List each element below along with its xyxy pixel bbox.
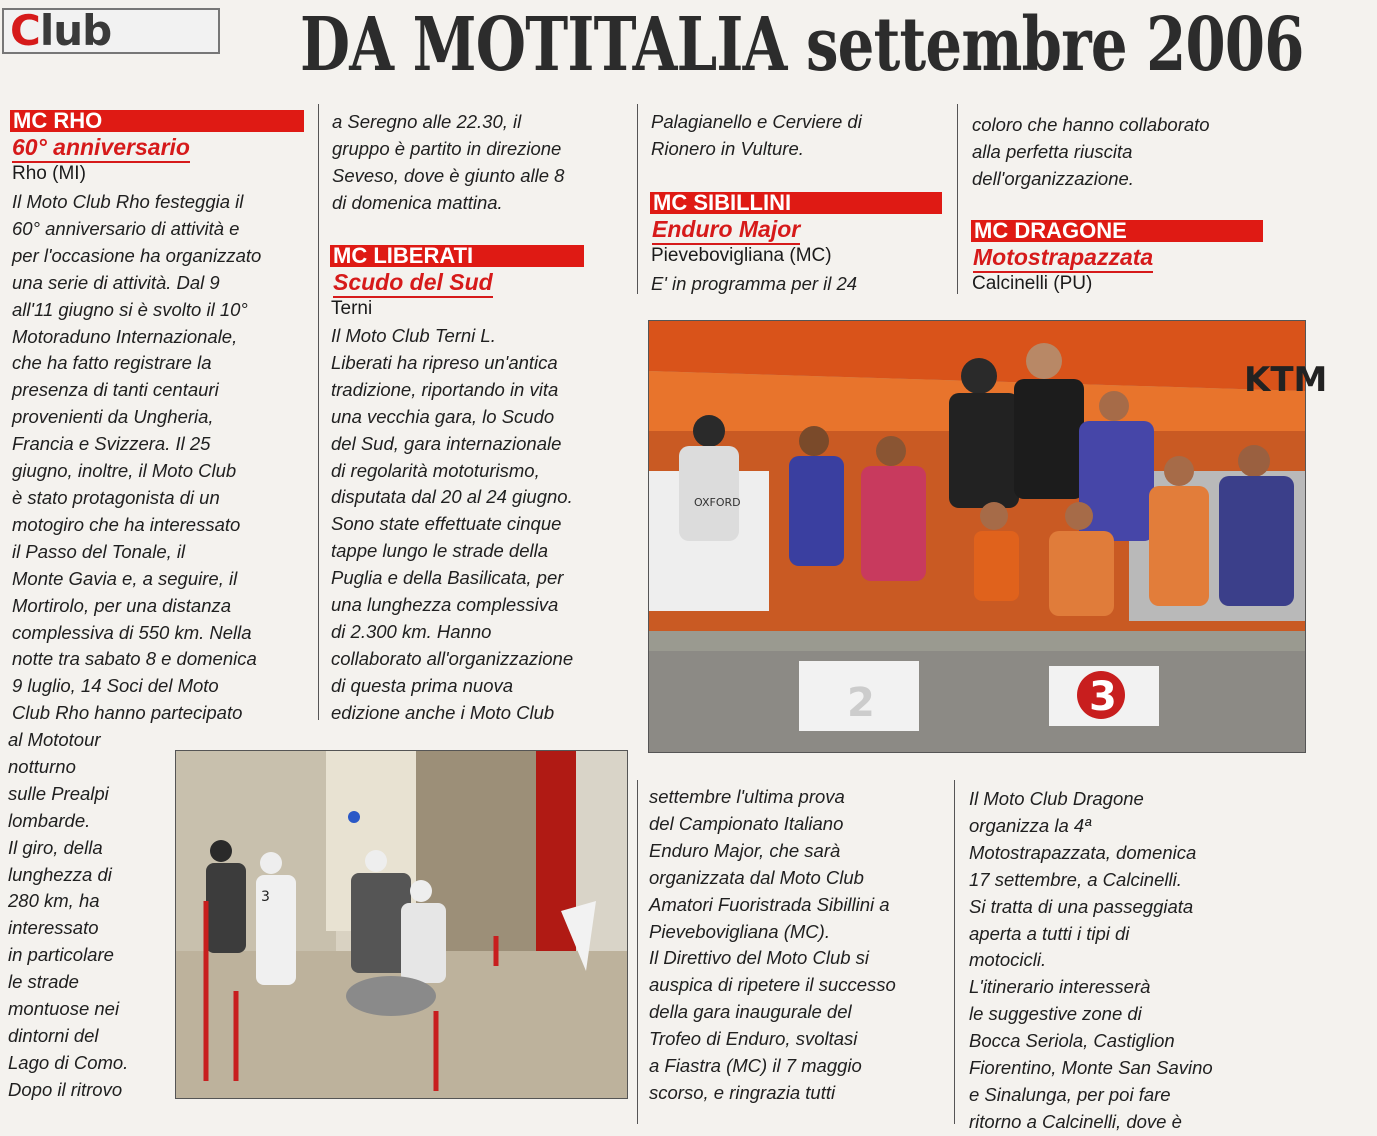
body-line: Mortirolo, per una distanza — [12, 594, 232, 616]
article-body-mc-liberati — [331, 323, 573, 727]
body-line: e Sinalunga, per poi fare — [969, 1083, 1171, 1105]
article-body-mc-dragone — [969, 786, 1213, 1136]
body-line: sulle Prealpi — [8, 782, 109, 804]
article-body-mc-sibillini-intro — [651, 271, 857, 298]
body-line: Il Direttivo del Moto Club si — [649, 947, 870, 969]
street-bib-number: 3 — [261, 889, 270, 905]
body-line: auspica di ripetere il successo — [649, 974, 896, 996]
body-line: motocicli. — [969, 949, 1047, 971]
body-line: di regolarità mototurismo, — [331, 459, 540, 481]
body-line: notte tra sabato 8 e domenica — [12, 648, 257, 670]
section-heading-mc-rho: MC RHO — [10, 110, 304, 132]
body-line: Lago di Como. — [8, 1051, 129, 1073]
club-logo-letter: C — [10, 6, 40, 55]
body-line: al Mototour — [8, 729, 101, 750]
club-logo — [2, 8, 220, 54]
body-line: di questa prima nuova — [331, 674, 514, 696]
body-line: scorso, e ringrazia tutti — [649, 1081, 836, 1103]
body-line: di domenica mattina. — [332, 191, 503, 213]
body-line: a Fiastra (MC) il 7 maggio — [649, 1055, 862, 1077]
body-line: Trofeo di Enduro, svoltasi — [649, 1028, 858, 1050]
podium-banner-text: KTM — [1244, 360, 1328, 400]
body-line: le strade — [8, 971, 79, 993]
body-line: lombarde. — [8, 809, 91, 831]
body-line: che ha fatto registrare la — [12, 352, 212, 374]
section-heading-mc-liberati: MC LIBERATI — [330, 245, 584, 267]
body-line: della gara inaugurale del — [649, 1001, 852, 1023]
body-line: Liberati ha ripreso un'antica — [331, 351, 558, 373]
body-line: edizione anche i Moto Club — [331, 701, 555, 723]
body-line: aperta a tutti i tipi di — [969, 922, 1130, 944]
body-line: Monte Gavia e, a seguire, il — [12, 567, 238, 589]
body-line: Sono state effettuate cinque — [331, 513, 562, 535]
body-line: 60° anniversario di attività e — [12, 217, 240, 239]
article-body-mc-rho-narrow — [8, 727, 128, 1104]
body-line: L'itinerario interesserà — [969, 976, 1151, 998]
body-line: 17 settembre, a Calcinelli. — [969, 868, 1182, 890]
podium-step-3: 3 — [1089, 674, 1117, 720]
body-line: Il Moto Club Rho festeggia il — [12, 191, 244, 212]
body-line: organizza la 4ª — [969, 814, 1092, 836]
body-line: tradizione, riportando in vita — [331, 378, 559, 400]
body-line: Club Rho hanno partecipato — [12, 702, 243, 724]
body-line: di 2.300 km. Hanno — [331, 620, 492, 642]
body-line: montuose nei — [8, 998, 120, 1020]
body-line: del Campionato Italiano — [649, 812, 844, 834]
article-body-continuation — [332, 109, 564, 217]
section-place-mc-liberati: Terni — [331, 298, 373, 319]
body-line: una vecchia gara, lo Scudo — [331, 405, 555, 427]
body-line: Motoraduno Internazionale, — [12, 325, 238, 347]
body-line: dintorni del — [8, 1024, 99, 1046]
body-line: interessato — [8, 917, 99, 939]
body-line: presenza di tanti centauri — [12, 379, 219, 401]
body-line: Si tratta di una passeggiata — [969, 895, 1194, 917]
body-line: Il Moto Club Dragone — [969, 788, 1144, 809]
body-line: Enduro Major, che sarà — [649, 839, 841, 861]
street-photo-illustration — [176, 751, 627, 1098]
body-line: una lunghezza complessiva — [331, 594, 559, 616]
body-line: disputata dal 20 al 24 giugno. — [331, 486, 573, 508]
article-body-continuation-2 — [651, 109, 862, 163]
body-line: Il Moto Club Terni L. — [331, 325, 496, 346]
body-line: gruppo è partito in direzione — [332, 137, 562, 159]
body-line: complessiva di 550 km. Nella — [12, 621, 252, 643]
body-line: Fiorentino, Monte San Savino — [969, 1057, 1213, 1079]
body-line: una serie di attività. Dal 9 — [12, 271, 220, 293]
body-line: 9 luglio, 14 Soci del Moto — [12, 675, 219, 697]
podium-photo-illustration — [649, 321, 1328, 752]
body-line: collaborato all'organizzazione — [331, 647, 574, 669]
body-line: provenienti da Ungheria, — [12, 406, 214, 428]
body-line: Il giro, della — [8, 836, 103, 858]
body-line: per l'occasione ha organizzato — [12, 244, 262, 266]
body-line: giugno, inoltre, il Moto Club — [12, 460, 237, 482]
section-place-mc-rho: Rho (MI) — [12, 163, 86, 184]
body-line: Palagianello e Cerviere di — [651, 111, 862, 132]
body-line: Puglia e della Basilicata, per — [331, 567, 564, 589]
body-line: Seveso, dove è giunto alle 8 — [332, 164, 565, 186]
section-place-mc-sibillini: Pievebovigliana (MC) — [651, 245, 832, 266]
body-line: motogiro che ha interessato — [12, 513, 241, 535]
section-heading-mc-sibillini: MC SIBILLINI — [650, 192, 942, 214]
body-line: notturno — [8, 755, 76, 777]
body-line: lunghezza di — [8, 863, 112, 885]
body-line: alla perfetta riuscita — [972, 140, 1133, 162]
body-line: Pievebovigliana (MC). — [649, 920, 830, 942]
body-line: a Seregno alle 22.30, il — [332, 111, 522, 132]
article-body-continuation-3 — [972, 112, 1210, 193]
podium-photo — [648, 320, 1328, 753]
section-subheading-mc-rho: 60° anniversario — [12, 135, 190, 163]
section-heading-mc-dragone: MC DRAGONE — [971, 220, 1263, 242]
body-line: il Passo del Tonale, il — [12, 540, 186, 562]
column-rule-4 — [637, 780, 638, 1124]
column-rule-3 — [957, 104, 958, 294]
street-photo — [175, 750, 628, 1099]
body-line: all'11 giugno si è svolto il 10° — [12, 298, 248, 320]
body-line: E' in programma per il 24 — [651, 273, 858, 294]
article-body-mc-rho — [12, 189, 261, 727]
section-subheading-mc-sibillini: Enduro Major — [652, 217, 800, 245]
body-line: ritorno a Calcinelli, dove è — [969, 1110, 1182, 1132]
podium-step-2: 2 — [847, 680, 875, 726]
body-line: 280 km, ha — [8, 890, 100, 912]
body-line: Francia e Svizzera. Il 25 — [12, 433, 211, 455]
section-subheading-mc-dragone: Motostrapazzata — [973, 245, 1153, 273]
column-rule-2 — [637, 104, 638, 294]
body-line: dell'organizzazione. — [972, 167, 1134, 189]
body-line: organizzata dal Moto Club — [649, 866, 864, 888]
body-line: del Sud, gara internazionale — [331, 432, 562, 454]
section-place-mc-dragone: Calcinelli (PU) — [972, 273, 1093, 294]
body-line: Amatori Fuoristrada Sibillini a — [649, 893, 890, 915]
column-rule-1 — [318, 104, 319, 720]
column-rule-5 — [954, 780, 955, 1124]
article-body-mc-sibillini — [649, 784, 896, 1107]
podium-shirt-text: OXFORD — [694, 496, 741, 509]
body-line: Rionero in Vulture. — [651, 137, 804, 159]
body-line: le suggestive zone di — [969, 1003, 1142, 1025]
body-line: Motostrapazzata, domenica — [969, 841, 1197, 863]
body-line: tappe lungo le strade della — [331, 540, 549, 562]
club-logo-rest: lub — [39, 6, 112, 55]
body-line: Dopo il ritrovo — [8, 1078, 123, 1100]
section-subheading-mc-liberati: Scudo del Sud — [333, 270, 493, 298]
page-headline: DA MOTITALIA settembre 2006 — [300, 2, 1304, 88]
body-line: in particolare — [8, 944, 114, 966]
body-line: coloro che hanno collaborato — [972, 114, 1210, 135]
body-line: Bocca Seriola, Castiglion — [969, 1030, 1175, 1052]
body-line: è stato protagonista di un — [12, 486, 220, 508]
body-line: settembre l'ultima prova — [649, 786, 845, 807]
